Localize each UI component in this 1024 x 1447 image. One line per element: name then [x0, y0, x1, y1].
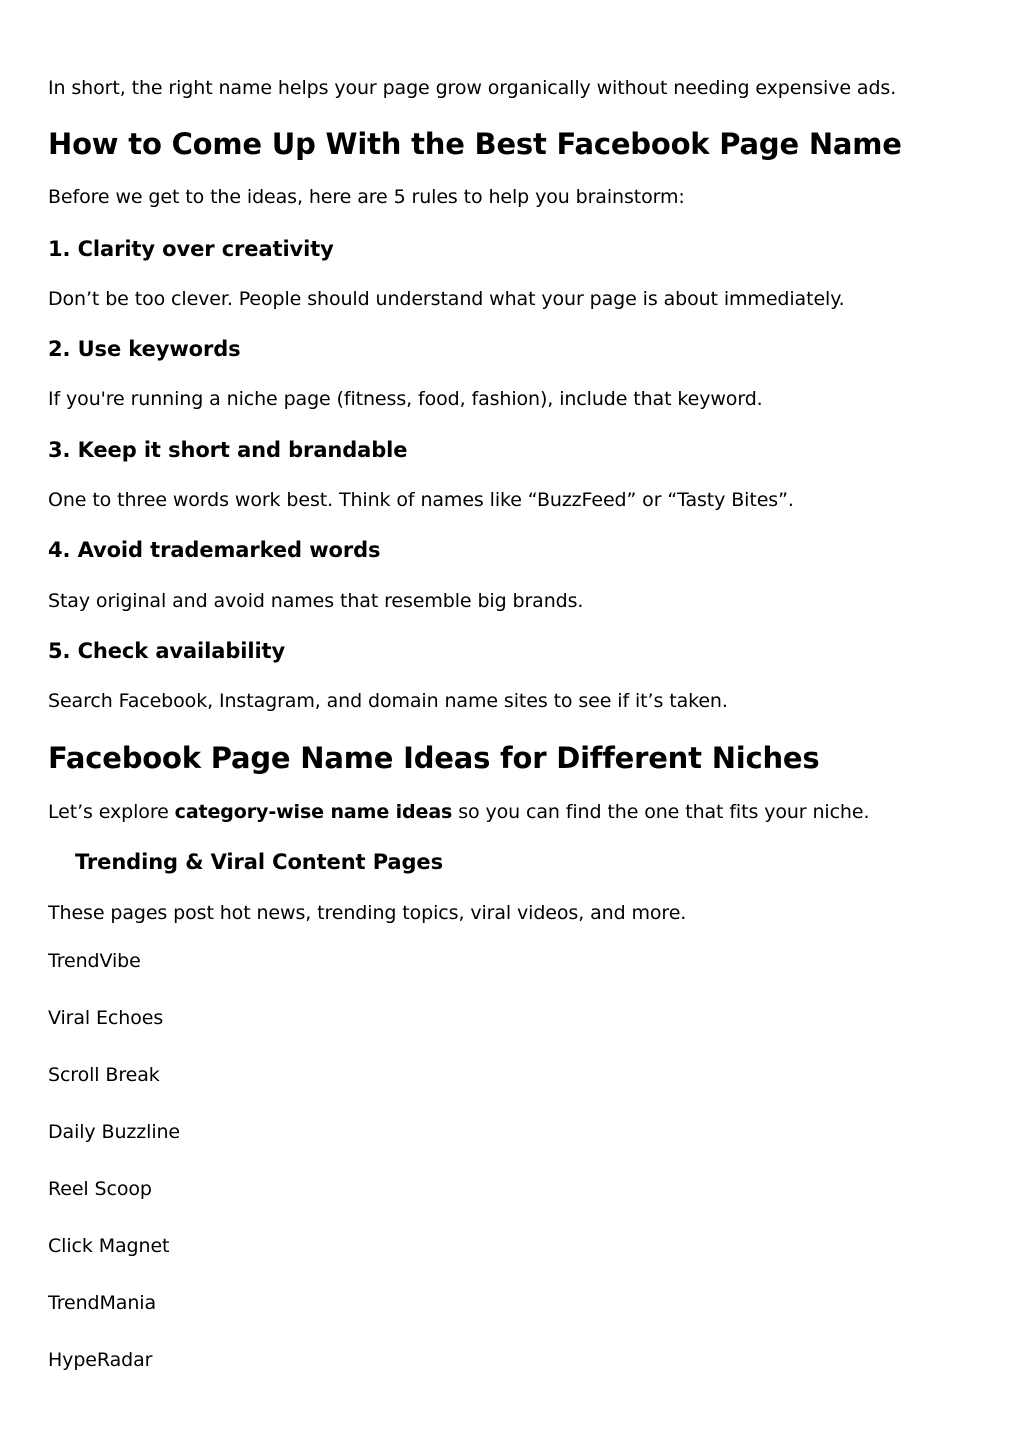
- ideas-intro-bold-phrase: category-wise name ideas: [174, 801, 453, 823]
- name-idea-item: Click Magnet: [48, 1235, 170, 1257]
- rule-heading-5: 5. Check availability: [48, 639, 286, 663]
- name-idea-item: Daily Buzzline: [48, 1121, 181, 1143]
- rule-text-5: Search Facebook, Instagram, and domain name sites to see if it’s taken.: [48, 690, 728, 712]
- name-idea-item: TrendMania: [48, 1292, 156, 1314]
- name-idea-item: Scroll Break: [48, 1064, 160, 1086]
- rules-intro-paragraph: Before we get to the ideas, here are 5 rules to help you brainstorm:: [48, 186, 685, 208]
- name-idea-item: TrendVibe: [48, 950, 141, 972]
- section-heading-rules: How to Come Up With the Best Facebook Page Name: [48, 127, 902, 161]
- name-idea-item: Viral Echoes: [48, 1007, 164, 1029]
- rule-text-3: One to three words work best. Think of names like “BuzzFeed” or “Tasty Bites”.: [48, 489, 794, 511]
- rule-heading-1: 1. Clarity over creativity: [48, 237, 334, 261]
- ideas-intro-text-before: Let’s explore: [48, 801, 175, 823]
- ideas-intro-paragraph: [48, 803, 869, 822]
- section-heading-ideas: Facebook Page Name Ideas for Different Niches: [48, 741, 820, 775]
- rule-text-4: Stay original and avoid names that resemble big brands.: [48, 590, 584, 612]
- subsection-heading-trending: Trending & Viral Content Pages: [75, 850, 443, 874]
- rule-text-1: Don’t be too clever. People should understand what your page is about immediately.: [48, 288, 845, 310]
- name-idea-item: HypeRadar: [48, 1349, 153, 1371]
- trending-intro-paragraph: These pages post hot news, trending topics, viral videos, and more.: [48, 902, 687, 924]
- rule-text-2: If you're running a niche page (fitness, food, fashion), include that keyword.: [48, 388, 763, 410]
- rule-heading-2: 2. Use keywords: [48, 337, 241, 361]
- rule-heading-3: 3. Keep it short and brandable: [48, 438, 408, 462]
- name-idea-item: Reel Scoop: [48, 1178, 152, 1200]
- intro-closing-paragraph: In short, the right name helps your page grow organically without needing expensive ads.: [48, 77, 897, 99]
- ideas-intro-text-after: so you can find the one that fits your niche.: [452, 801, 870, 823]
- rule-heading-4: 4. Avoid trademarked words: [48, 538, 381, 562]
